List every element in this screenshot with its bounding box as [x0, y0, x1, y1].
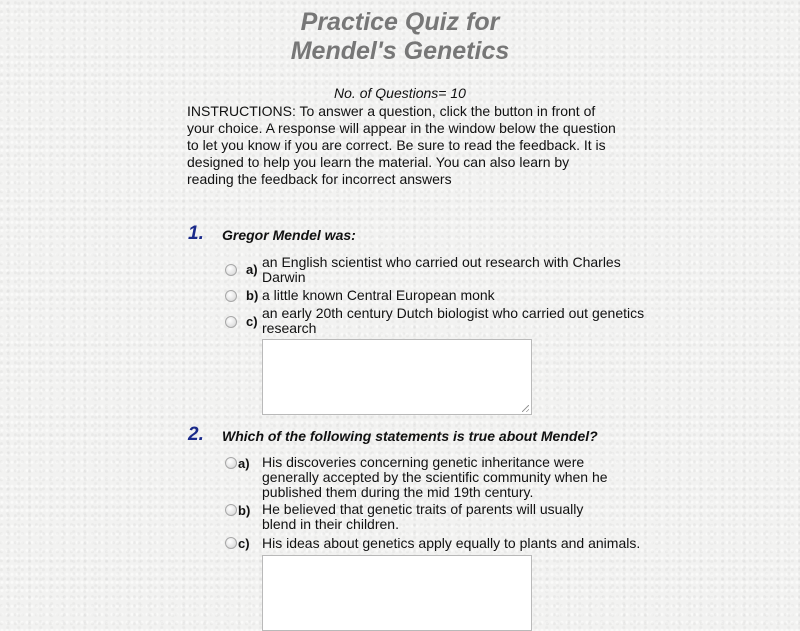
option-c-text[interactable]: His ideas about genetics apply equally to plants and animals. [262, 535, 641, 551]
option-b-radio[interactable] [225, 290, 237, 302]
option-letter: b) [238, 503, 251, 518]
option-line: an English scientist who carried out research with Charles [262, 254, 621, 270]
option-c-text[interactable] [262, 306, 644, 336]
instructions-text: INSTRUCTIONS: To answer a question, click the button in front of your choice. A response will appear in the window below the question to let you know if you are correct. Be sure to read the feedback. It is designed to help you learn the material. You can also learn by reading the feedback for incorrect answers [187, 103, 616, 187]
option-letter: b) [246, 288, 259, 303]
title-line-1: Practice Quiz for [300, 8, 500, 36]
question-number: 1. [188, 223, 204, 244]
option-line: Darwin [262, 269, 306, 285]
option-b-radio[interactable] [225, 504, 237, 516]
option-line: an early 20th century Dutch biologist who carried out genetics [262, 305, 645, 321]
question-number: 2. [188, 424, 204, 445]
option-a-text[interactable] [262, 255, 621, 285]
option-a-radio[interactable] [225, 264, 237, 276]
question-text: Gregor Mendel was: [222, 227, 356, 243]
question-text: Which of the following statements is true about Mendel? [222, 428, 598, 444]
option-b-text[interactable]: He believed that genetic traits of parents will usually blend in their children. [262, 501, 584, 532]
option-c-radio[interactable] [225, 316, 237, 328]
option-letter: c) [246, 314, 258, 329]
question-count: No. of Questions= 10 [334, 85, 466, 101]
option-a-text[interactable]: His discoveries concerning genetic inheritance were generally accepted by the scientific community when he published them during the mid 19th century. [262, 454, 608, 500]
feedback-textarea[interactable] [262, 339, 532, 415]
option-letter: a) [246, 262, 258, 277]
option-letter: a) [238, 456, 250, 471]
option-b-text[interactable] [262, 288, 495, 303]
feedback-textarea[interactable] [262, 555, 532, 631]
resize-grip-icon[interactable] [522, 405, 529, 412]
page-title [0, 8, 800, 66]
title-line-2: Mendel's Genetics [290, 37, 510, 65]
option-c-radio[interactable] [225, 537, 237, 549]
option-line: a little known Central European monk [262, 287, 495, 303]
option-a-radio[interactable] [225, 457, 237, 469]
option-letter: c) [238, 536, 250, 551]
option-line: research [262, 320, 317, 336]
